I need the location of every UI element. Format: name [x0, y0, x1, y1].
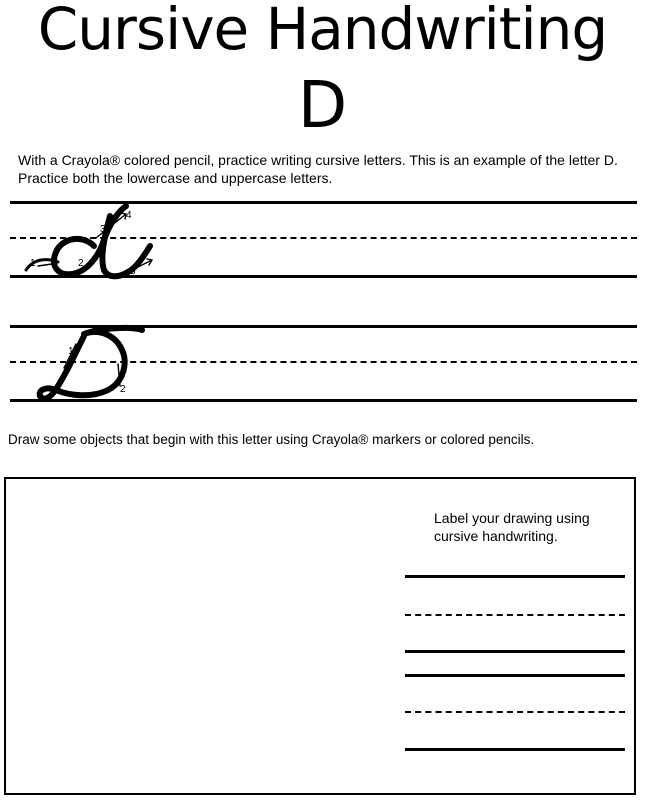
stroke-number: 3 [100, 224, 106, 235]
stroke-number: 1 [30, 258, 36, 269]
label-line-solid[interactable] [405, 650, 625, 653]
uppercase-d-stroke-guide [0, 324, 180, 406]
stroke-number: 1 [68, 346, 74, 357]
page-title: Cursive Handwriting [37, 0, 608, 63]
stroke-number: 4 [126, 210, 132, 221]
lowercase-d-stroke-guide [0, 200, 180, 282]
label-line-dashed [405, 614, 625, 616]
label-line-solid[interactable] [405, 674, 625, 677]
uppercase-practice-row[interactable] [0, 324, 645, 406]
featured-letter: D [297, 69, 348, 143]
label-line-solid[interactable] [405, 748, 625, 751]
label-line-dashed [405, 711, 625, 713]
label-instruction: Label your drawing using cursive handwriting. [434, 510, 590, 544]
stroke-number: 2 [120, 384, 126, 395]
stroke-number: 5 [130, 266, 136, 277]
intro-text: With a Crayola® colored pencil, practice writing cursive letters. This is an example of the letter D. Practice both the lowercase and uppercase letters. [18, 152, 618, 186]
lowercase-practice-row[interactable] [0, 200, 645, 282]
label-line-solid[interactable] [405, 575, 625, 578]
stroke-number: 2 [78, 258, 84, 269]
drawing-instruction: Draw some objects that begin with this letter using Crayola® markers or colored pencils. [8, 432, 535, 447]
